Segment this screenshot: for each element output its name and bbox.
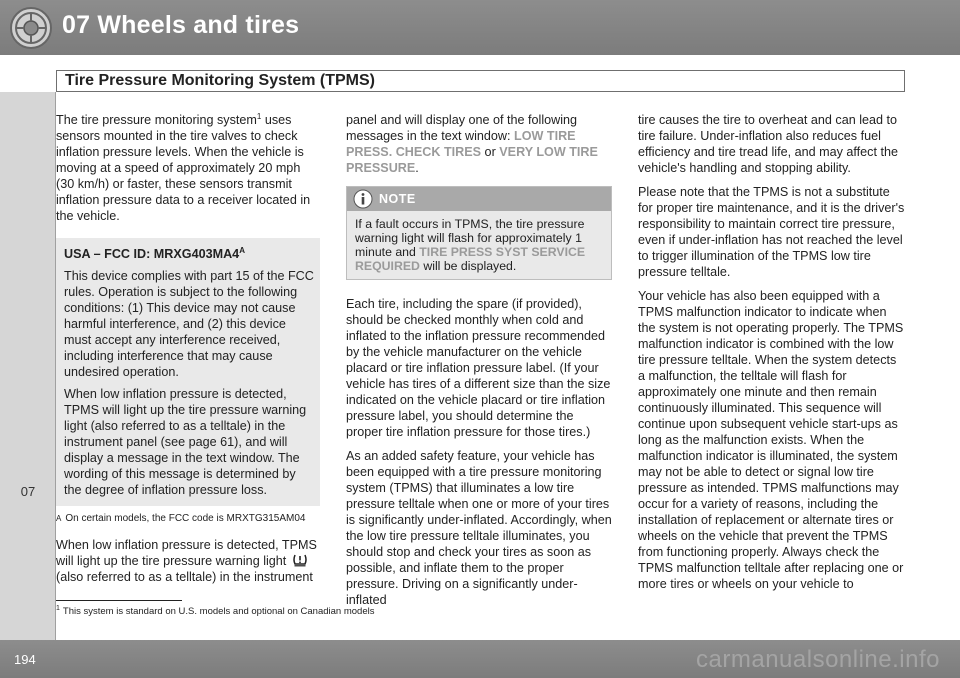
note-box [346,186,612,280]
section-title: Tire Pressure Monitoring System (TPMS) [65,72,375,89]
note-header [347,187,611,211]
info-icon [353,189,373,209]
section-bar [56,70,905,92]
chapter-title: 07 Wheels and tires [62,11,300,39]
wheel-icon [9,6,53,50]
footnote-ref: 1 [256,111,262,121]
safety-feature-paragraph: As an added safety feature, your vehicle has been equipped with a tire pressure monitoring system (TPMS) that illuminates a low tire pressure telltale when one or more of your tires is significantly under-inflated. Accordingly, when the low tire pressure telltale illuminates, you should stop and check your tires as soon as possible, and inflate them to the proper pressure. Driving on a significantly under-inflated [346,449,612,607]
page-footer [0,640,960,678]
chapter-side-tab [0,92,56,640]
fcc-paragraph-1: This device complies with part 15 of the FCC rules. Operation is subject to the following conditions: (1) This device may not cause harmful interference, and (2) this device must accept any interference received, including interference that may cause undesired operation. [64,269,314,379]
chapter-header [0,0,960,55]
telltale-paragraph: When low inflation pressure is detected, TPMS will light up the tire pressure warning light (also referred to as a telltale) in the instrument [56,538,317,584]
maintenance-paragraph: Please note that the TPMS is not a substitute for proper tire maintenance, and it is the driver's responsibility to maintain correct tire pressure, even if under-inflation has not reached the level to trigger illumination of the TPMS low tire pressure telltale. [638,185,905,279]
message-very-low-tire-pressure: VERY LOW TIRE PRESSURE [346,145,598,175]
intro-paragraph: The tire pressure monitoring system$^1$ uses sensors mounted in the tire valves to check inflation pressure levels. When the vehicle is moving at a speed of approximately 20 mph (30 km/h) or faster, these sensors transmit inflation pressure data to a receiver located in the vehicle. [56,111,311,223]
fcc-box [56,238,320,506]
box-footnote: A On certain models, the FCC code is MRXTG315AM04 [56,513,306,524]
tire-pressure-warning-icon [292,553,308,567]
footnote-divider [56,600,182,601]
fcc-paragraph-2: When low inflation pressure is detected, TPMS will light up the tire pressure warning light (also referred to as a telltale) in the instrument panel (see page 61), and will display a message in the text window. The wording of this message is determined by the degree of inflation pressure loss. [64,387,307,497]
column-1 [56,112,320,593]
message-tire-press-syst: TIRE PRESS SYST SERVICE REQUIRED [355,245,586,273]
monthly-check-paragraph: Each tire, including the spare (if provided), should be checked monthly when cold and inflated to the inflation pressure recommended by the vehicle manufacturer on the vehicle placard or tire inflation pressure label. (If your vehicle has tires of a different size than the size indicated on the vehicle placard or tire inflation pressure label, you should determine the proper tire inflation pressure for those tires.) [346,297,611,439]
watermark: carmanualsonline.info [696,646,940,673]
overheat-paragraph: tire causes the tire to overheat and can lead to tire failure. Under-inflation also reduces fuel efficiency and tire tread life, and may affect the vehicle's handling and stopping ability. [638,113,898,175]
malfunction-paragraph: Your vehicle has also been equipped with a TPMS malfunction indicator to indicate when the system is not operating properly. The TPMS malfunction indicator is combined with the low tire pressure telltale. When the system detects a malfunction, the telltale will flash for approximately one minute and then remain continuously illuminated. This sequence will continue upon subsequent vehicle start-ups as long as the malfunction exists. When the malfunction indicator is illuminated, the system may not be able to detect or signal low tire pressure as intended. TPMS malfunctions may occur for a variety of reasons, including the installation of replacement or alternate tires or wheels on the vehicle that prevent the TPMS from functioning properly. Always check the TPMS malfunction telltale after replacing one or more tires or wheels on your vehicle to [638,289,904,591]
side-tab-number: 07 [20,484,36,499]
column-3 [638,112,906,600]
fcc-title: USA – FCC ID: $MRXG403MA4^A$ [64,245,245,261]
note-label: NOTE [379,192,416,206]
page-number: 194 [14,652,36,667]
message-low-tire-press: LOW TIRE PRESS. CHECK TIRES [346,129,576,159]
message-paragraph: panel and will display one of the following messages in the text window: LOW TIRE PRESS. CHECK TIRES or VERY LOW TIRE PRESSURE. [346,113,598,175]
note-body: If a fault occurs in TPMS, the tire pressure warning light will flash for approximately 1 minute and TIRE PRESS SYST SERVICE REQUIRED will be displayed. [355,217,586,273]
page-footnote: $^1$ This system is standard on U.S. models and optional on Canadian models [56,605,375,618]
column-2 [346,112,612,616]
